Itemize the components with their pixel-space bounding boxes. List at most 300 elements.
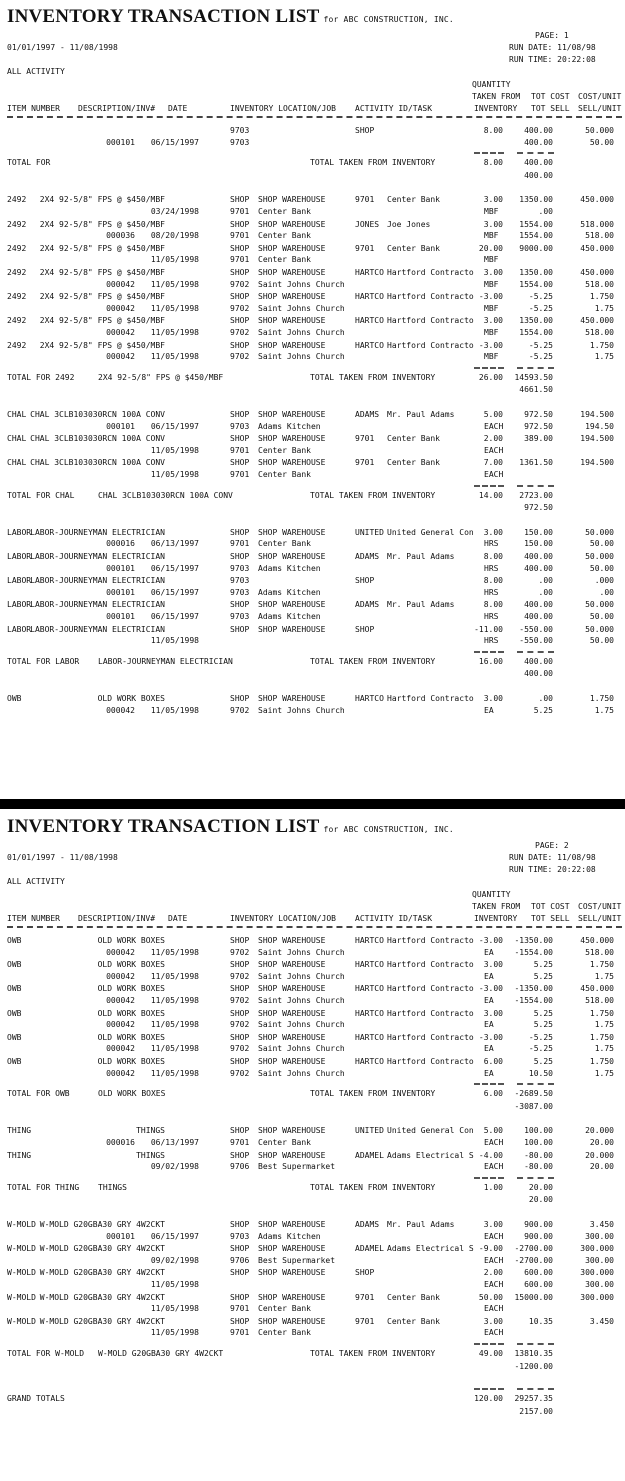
item-number: W-MOLD: [7, 1220, 36, 1229]
item-number: 2492: [7, 340, 27, 350]
company-name: for ABC CONSTRUCTION, INC.: [323, 825, 454, 834]
total-cost: 1350.00: [519, 316, 553, 326]
activity-code: SHOP: [355, 1268, 375, 1278]
activity-code: ADAMS: [355, 410, 380, 419]
quantity: 2.00: [483, 434, 503, 444]
total-sell: -1554.00: [514, 996, 553, 1005]
invoice-number: 000042: [106, 1068, 135, 1078]
total-sell: 972.50: [524, 503, 553, 513]
col-header-tot-cost: TOT COST: [531, 902, 570, 911]
total-cost: -1350.00: [514, 984, 553, 994]
total-quantity: 120.00: [474, 1394, 503, 1404]
item-description: LABOR-JOURNEYMAN ELECTRICIAN: [30, 600, 165, 610]
subtotal-rule-qty: [474, 367, 504, 369]
location-name: SHOP WAREHOUSE: [258, 292, 326, 302]
activity-name: United General Con: [387, 1126, 474, 1136]
sell-per-unit: 518.00: [585, 279, 614, 289]
total-cost: -80.00: [524, 1150, 553, 1160]
total-sell: -1554.00: [514, 947, 553, 957]
cost-per-unit: 50.000: [585, 624, 614, 634]
location-name: SHOP WAREHOUSE: [258, 600, 326, 610]
item-description: W-MOLD G20GBA30 GRY 4W2CKT: [39, 1220, 165, 1229]
job-name: Adams Kitchen: [258, 587, 321, 597]
cost-per-unit: 194.500: [580, 434, 614, 444]
activity-name: Adams Electrical S: [387, 1244, 474, 1254]
invoice-number: 000101: [106, 1231, 135, 1241]
total-sell: 400.00: [524, 612, 553, 621]
transaction-date: 11/05/1998: [150, 1044, 199, 1054]
job-code: 9706: [230, 1255, 250, 1265]
quantity: 3.00: [483, 1220, 503, 1229]
cost-per-unit: 50.000: [585, 552, 614, 561]
item-description: OLD WORK BOXES: [97, 960, 165, 970]
quantity: -4.00: [478, 1150, 503, 1160]
cost-per-unit: 1.750: [589, 292, 614, 302]
page-separator-bar: [0, 799, 625, 809]
item-number: OWB: [7, 984, 22, 994]
sell-per-unit: 1.75: [594, 352, 614, 362]
location-code: SHOP: [230, 1008, 250, 1018]
activity-code: 9701: [355, 243, 375, 253]
activity-code: 9701: [355, 434, 375, 444]
transaction-date: 11/05/1998: [150, 470, 199, 479]
invoice-number: 000016: [106, 539, 135, 549]
activity-code: SHOP: [355, 126, 375, 135]
unit-of-measure: EA: [484, 1044, 494, 1054]
activity-code: HARTCO: [355, 984, 384, 994]
item-description: 2X4 92-5/8" FPS @ $450/MBF: [39, 243, 165, 253]
activity-code: ADAMS: [355, 1220, 380, 1229]
unit-of-measure: HRS: [484, 539, 499, 549]
unit-of-measure: EACH: [484, 1328, 504, 1338]
item-description: THINGS: [136, 1126, 165, 1136]
total-label: TOTAL FOR W-MOLD: [7, 1349, 85, 1358]
location-code: SHOP: [230, 960, 250, 970]
cost-per-unit: 1.750: [589, 340, 614, 350]
activity-code: UNITED: [355, 527, 384, 537]
item-description: W-MOLD G20GBA30 GRY 4W2CKT: [39, 1292, 165, 1302]
sell-per-unit: 50.00: [589, 137, 614, 147]
total-sell: 900.00: [524, 1231, 553, 1241]
total-cost: 20.00: [528, 1182, 553, 1192]
activity-code: HARTCO: [355, 340, 384, 350]
sell-per-unit: 20.00: [589, 1138, 614, 1147]
col-header-quantity: QUANTITY: [472, 80, 511, 89]
activity-name: Hartford Contracto: [387, 292, 474, 302]
location-code: SHOP: [230, 434, 250, 444]
total-quantity: 6.00: [483, 1089, 503, 1099]
col-header-taken-from: TAKEN FROM: [472, 92, 521, 101]
cost-per-unit: 450.000: [580, 268, 614, 277]
job-code: 9701: [230, 207, 250, 216]
item-number: OWB: [7, 960, 22, 970]
subtotal-rule-cost: [517, 651, 554, 653]
col-header-item-number: ITEM NUMBER: [7, 104, 60, 113]
quantity: 8.00: [483, 600, 503, 610]
col-header-inventory: INVENTORY: [474, 914, 518, 923]
item-description: LABOR-JOURNEYMAN ELECTRICIAN: [30, 624, 165, 634]
cost-per-unit: 450.000: [580, 316, 614, 326]
activity-name: Center Bank: [387, 1316, 440, 1326]
total-label: TOTAL FOR THING: [7, 1182, 80, 1192]
total-sell: 600.00: [524, 1280, 553, 1289]
activity-code: ADAMS: [355, 600, 380, 610]
total-cost: 1554.00: [519, 219, 553, 229]
quantity: 8.00: [483, 576, 503, 586]
cost-per-unit: 300.000: [580, 1268, 614, 1278]
job-name: Center Bank: [258, 445, 311, 455]
subtotal-rule-cost: [517, 367, 554, 369]
item-number: W-MOLD: [7, 1316, 36, 1326]
location-name: SHOP WAREHOUSE: [258, 1244, 326, 1254]
location-name: SHOP WAREHOUSE: [258, 552, 326, 561]
total-sell: 150.00: [524, 539, 553, 549]
job-name: Saint Johns Church: [258, 279, 345, 289]
sell-per-unit: 518.00: [585, 947, 614, 957]
job-code: 9702: [230, 1044, 250, 1054]
quantity: 8.00: [483, 552, 503, 561]
transaction-date: 11/05/1998: [150, 1304, 199, 1314]
location-code: SHOP: [230, 1220, 250, 1229]
total-sell: -5.25: [528, 1044, 553, 1054]
activity-name: Hartford Contracto: [387, 268, 474, 277]
unit-of-measure: EA: [484, 1068, 494, 1078]
cost-per-unit: 450.000: [580, 195, 614, 205]
total-cost: 1361.50: [519, 458, 553, 468]
quantity: -3.00: [478, 292, 503, 302]
invoice-number: 000101: [106, 612, 135, 621]
invoice-number: 000042: [106, 1020, 135, 1030]
quantity: -11.00: [474, 624, 503, 634]
job-name: Saint Johns Church: [258, 352, 345, 362]
job-name: Center Bank: [258, 470, 311, 479]
total-sell: -80.00: [524, 1162, 553, 1172]
activity-code: HARTCO: [355, 316, 384, 326]
item-number: W-MOLD: [7, 1244, 36, 1254]
item-number: OWB: [7, 694, 22, 703]
item-description: CHAL 3CLB103030RCN 100A CONV: [30, 458, 165, 468]
total-quantity: 16.00: [478, 656, 503, 666]
invoice-number: 000042: [106, 352, 135, 362]
location-code: SHOP: [230, 340, 250, 350]
unit-of-measure: EA: [484, 1020, 494, 1030]
total-label: TOTAL FOR CHAL: [7, 490, 75, 500]
unit-of-measure: EACH: [484, 1138, 504, 1147]
job-name: Saint Johns Church: [258, 1044, 345, 1054]
activity-code: SHOP: [355, 576, 375, 586]
location-code: SHOP: [230, 694, 250, 703]
location-name: SHOP WAREHOUSE: [258, 316, 326, 326]
item-number: W-MOLD: [7, 1268, 36, 1278]
total-sell: 5.25: [533, 971, 553, 981]
cost-per-unit: 518.000: [580, 219, 614, 229]
subtotal-rule-qty: [474, 485, 504, 487]
quantity: 5.00: [483, 410, 503, 419]
activity-code: 9701: [355, 1316, 375, 1326]
date-range: 01/01/1997 - 11/08/1998: [7, 853, 118, 862]
item-number: OWB: [7, 1057, 22, 1066]
location-code: SHOP: [230, 600, 250, 610]
location-code: SHOP: [230, 458, 250, 468]
item-description: W-MOLD G20GBA30 GRY 4W2CKT: [39, 1268, 165, 1278]
unit-of-measure: HRS: [484, 636, 499, 646]
job-code: 9703: [230, 421, 250, 431]
col-header-tot-sell: TOT SELL: [531, 914, 570, 923]
job-name: Center Bank: [258, 1138, 311, 1147]
total-sell: -5.25: [528, 303, 553, 313]
location-name: SHOP WAREHOUSE: [258, 243, 326, 253]
job-name: Saint Johns Church: [258, 947, 345, 957]
total-cost: 5.25: [533, 1057, 553, 1066]
activity-name: Mr. Paul Adams: [387, 410, 455, 419]
total-sell: -3087.00: [514, 1101, 553, 1111]
location-code: SHOP: [230, 1268, 250, 1278]
location-name: SHOP WAREHOUSE: [258, 694, 326, 703]
cost-per-unit: 50.000: [585, 126, 614, 135]
item-number: W-MOLD: [7, 1292, 36, 1302]
unit-of-measure: MBF: [484, 279, 499, 289]
cost-per-unit: 1.750: [589, 960, 614, 970]
activity-name: Center Bank: [387, 243, 440, 253]
page-number: PAGE: 2: [535, 841, 569, 850]
total-sell: -550.00: [519, 636, 553, 646]
unit-of-measure: EA: [484, 947, 494, 957]
transaction-date: 11/05/1998: [150, 636, 199, 646]
cost-per-unit: 450.000: [580, 243, 614, 253]
col-header-date: DATE: [168, 104, 188, 113]
total-label: TOTAL FOR LABOR: [7, 656, 80, 666]
transaction-date: 11/05/1998: [150, 279, 199, 289]
report-title: [7, 6, 454, 28]
total-cost: -5.25: [528, 292, 553, 302]
quantity: -3.00: [478, 936, 503, 945]
subtotal-rule-qty: [474, 152, 504, 154]
total-quantity: 26.00: [478, 372, 503, 382]
item-description: W-MOLD G20GBA30 GRY 4W2CKT: [39, 1244, 165, 1254]
sell-per-unit: .00: [599, 587, 614, 597]
total-sell: .00: [538, 207, 553, 216]
sell-per-unit: 20.00: [589, 1162, 614, 1172]
cost-per-unit: 20.000: [585, 1150, 614, 1160]
total-sell: 20.00: [528, 1195, 553, 1205]
item-number: LABOR: [7, 576, 32, 586]
job-code: 9701: [230, 255, 250, 265]
total-cost: -2689.50: [514, 1089, 553, 1099]
total-caption: TOTAL TAKEN FROM INVENTORY: [310, 490, 436, 500]
invoice-number: 000042: [106, 705, 135, 715]
job-name: Adams Kitchen: [258, 563, 321, 573]
quantity: 3.00: [483, 527, 503, 537]
activity-code: ADAMS: [355, 552, 380, 561]
item-number: THING: [7, 1150, 32, 1160]
quantity: 5.00: [483, 1126, 503, 1136]
header-divider: [7, 116, 622, 118]
item-description: OLD WORK BOXES: [97, 694, 165, 703]
quantity: 20.00: [478, 243, 503, 253]
transaction-date: 06/13/1997: [150, 539, 199, 549]
location-name: SHOP WAREHOUSE: [258, 268, 326, 277]
item-description: 2X4 92-5/8" FPS @ $450/MBF: [39, 195, 165, 205]
job-code: 9702: [230, 996, 250, 1005]
col-header-date: DATE: [168, 914, 188, 923]
activity-code: HARTCO: [355, 292, 384, 302]
cost-per-unit: 450.000: [580, 984, 614, 994]
job-name: Saint Johns Church: [258, 996, 345, 1005]
activity-name: Adams Electrical S: [387, 1150, 474, 1160]
sell-per-unit: 1.75: [594, 1044, 614, 1054]
subtotal-rule-cost: [517, 1177, 554, 1179]
item-number: LABOR: [7, 527, 32, 537]
transaction-date: 06/15/1997: [150, 563, 199, 573]
run-time: RUN TIME: 20:22:08: [509, 865, 596, 874]
total-cost: 1350.00: [519, 195, 553, 205]
total-sell: 972.50: [524, 421, 553, 431]
total-description: W-MOLD G20GBA30 GRY 4W2CKT: [98, 1349, 224, 1358]
unit-of-measure: EACH: [484, 445, 504, 455]
total-sell: 5.25: [533, 1020, 553, 1030]
invoice-number: 000016: [106, 1138, 135, 1147]
total-description: OLD WORK BOXES: [98, 1089, 166, 1099]
job-name: Saint Johns Church: [258, 303, 345, 313]
location-code: SHOP: [230, 1057, 250, 1066]
sell-per-unit: 50.00: [589, 636, 614, 646]
job-name: Center Bank: [258, 231, 311, 241]
total-cost: -2700.00: [514, 1244, 553, 1254]
total-sell: 5.25: [533, 705, 553, 715]
unit-of-measure: MBF: [484, 352, 499, 362]
cost-per-unit: 3.450: [589, 1220, 614, 1229]
sell-per-unit: 1.75: [594, 705, 614, 715]
total-sell: 400.00: [524, 137, 553, 147]
quantity: 50.00: [478, 1292, 503, 1302]
job-name: Saint Johns Church: [258, 1068, 345, 1078]
report-title-text: INVENTORY TRANSACTION LIST: [7, 6, 320, 27]
item-number: 2492: [7, 292, 27, 302]
location-code: SHOP: [230, 1244, 250, 1254]
cost-per-unit: 1.750: [589, 694, 614, 703]
item-number: THING: [7, 1126, 32, 1136]
total-cost: -5.25: [528, 340, 553, 350]
cost-per-unit: 194.500: [580, 410, 614, 419]
total-cost: 600.00: [524, 1268, 553, 1278]
job-name: Adams Kitchen: [258, 612, 321, 621]
activity-code: HARTCO: [355, 1032, 384, 1042]
item-number: 2492: [7, 243, 27, 253]
activity-name: Center Bank: [387, 458, 440, 468]
total-cost: 400.00: [524, 552, 553, 561]
job-name: Adams Kitchen: [258, 1231, 321, 1241]
location-name: SHOP WAREHOUSE: [258, 1220, 326, 1229]
job-code: 9701: [230, 1304, 250, 1314]
activity-name: Mr. Paul Adams: [387, 1220, 455, 1229]
col-header-tot-sell: TOT SELL: [531, 104, 570, 113]
job-name: Adams Kitchen: [258, 421, 321, 431]
total-cost: -5.25: [528, 1032, 553, 1042]
total-cost: 972.50: [524, 410, 553, 419]
cost-per-unit: 450.000: [580, 936, 614, 945]
total-description: CHAL 3CLB103030RCN 100A CONV: [98, 490, 233, 500]
sell-per-unit: 1.75: [594, 1068, 614, 1078]
sell-per-unit: 300.00: [585, 1231, 614, 1241]
total-cost: 150.00: [524, 527, 553, 537]
activity-name: Hartford Contracto: [387, 984, 474, 994]
location-code: SHOP: [230, 984, 250, 994]
col-header-cost-unit: COST/UNIT: [578, 92, 622, 101]
location-code: SHOP: [230, 1032, 250, 1042]
total-label: TOTAL FOR: [7, 158, 51, 168]
location-name: SHOP WAREHOUSE: [258, 1150, 326, 1160]
transaction-date: 06/13/1997: [150, 1138, 199, 1147]
activity-filter: ALL ACTIVITY: [7, 877, 65, 886]
location-name: SHOP WAREHOUSE: [258, 458, 326, 468]
total-sell: 100.00: [524, 1138, 553, 1147]
item-number: LABOR: [7, 624, 32, 634]
quantity: -3.00: [478, 1032, 503, 1042]
job-code: 9703: [230, 1231, 250, 1241]
total-description: LABOR-JOURNEYMAN ELECTRICIAN: [98, 656, 233, 666]
unit-of-measure: EA: [484, 705, 494, 715]
total-caption: TOTAL TAKEN FROM INVENTORY: [310, 1089, 436, 1099]
job-code: 9702: [230, 328, 250, 337]
activity-code: ADAMEL: [355, 1244, 384, 1254]
col-header-sell-unit: SELL/UNIT: [578, 104, 622, 113]
run-date: RUN DATE: 11/08/98: [509, 853, 596, 862]
unit-of-measure: HRS: [484, 563, 499, 573]
job-name: Saint Johns Church: [258, 328, 345, 337]
job-code: 9702: [230, 352, 250, 362]
job-name: Saint Johns Church: [258, 1020, 345, 1030]
total-cost: 2723.00: [519, 490, 553, 500]
location-code: SHOP: [230, 1292, 250, 1302]
activity-code: 9701: [355, 195, 375, 205]
transaction-date: 11/05/1998: [150, 1280, 199, 1289]
unit-of-measure: MBF: [484, 255, 499, 265]
item-description: LABOR-JOURNEYMAN ELECTRICIAN: [30, 576, 165, 586]
job-code: 9701: [230, 470, 250, 479]
cost-per-unit: 1.750: [589, 1032, 614, 1042]
item-description: THINGS: [136, 1150, 165, 1160]
quantity: 6.00: [483, 1057, 503, 1066]
transaction-date: 11/05/1998: [150, 328, 199, 337]
item-number: CHAL: [7, 458, 27, 468]
transaction-date: 03/24/1998: [150, 207, 199, 216]
total-label: GRAND TOTALS: [7, 1394, 65, 1404]
item-description: OLD WORK BOXES: [97, 984, 165, 994]
item-number: 2492: [7, 195, 27, 205]
item-description: OLD WORK BOXES: [97, 1008, 165, 1018]
activity-code: JONES: [355, 219, 380, 229]
location-name: SHOP WAREHOUSE: [258, 1008, 326, 1018]
transaction-date: 06/15/1997: [150, 137, 199, 147]
job-code: 9702: [230, 279, 250, 289]
quantity: 3.00: [483, 268, 503, 277]
total-sell: -1200.00: [514, 1361, 553, 1371]
total-cost: 389.00: [524, 434, 553, 444]
total-cost: .00: [538, 576, 553, 586]
transaction-date: 06/15/1997: [150, 612, 199, 621]
transaction-date: 06/15/1997: [150, 421, 199, 431]
total-description: 2X4 92-5/8" FPS @ $450/MBF: [98, 372, 224, 382]
job-code: 9701: [230, 445, 250, 455]
sell-per-unit: 194.50: [585, 421, 614, 431]
total-sell: 1554.00: [519, 231, 553, 241]
activity-name: Center Bank: [387, 1292, 440, 1302]
total-cost: -550.00: [519, 624, 553, 634]
cost-per-unit: 194.500: [580, 458, 614, 468]
cost-per-unit: 300.000: [580, 1292, 614, 1302]
item-number: CHAL: [7, 410, 27, 419]
total-cost: 400.00: [524, 158, 553, 168]
